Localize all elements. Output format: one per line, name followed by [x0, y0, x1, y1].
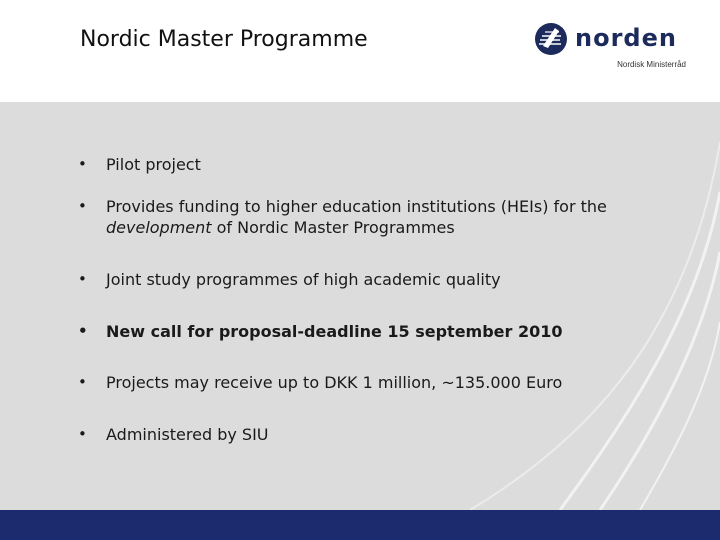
footer-bar — [0, 510, 720, 540]
bullet-item: • Administered by SIU — [78, 424, 698, 445]
slide-title: Nordic Master Programme — [80, 27, 368, 52]
bullet-item: • Projects may receive up to DKK 1 million, ~135.000 Euro — [78, 372, 698, 393]
norden-logo — [534, 22, 684, 72]
content-area — [0, 102, 720, 510]
slide-header — [0, 0, 720, 102]
bullet-item: • Pilot project — [78, 154, 698, 175]
logo-subtitle: Nordisk Ministerråd — [617, 60, 686, 69]
norden-swan-globe-icon — [534, 22, 568, 56]
bullet-emphasis: development — [106, 218, 212, 237]
norden-wordmark: norden — [575, 24, 677, 52]
bullet-text: of Nordic Master Programmes — [211, 218, 455, 237]
bullet-text: Provides funding to higher education institutions (HEIs) for the — [106, 197, 607, 216]
bullet-item: • Joint study programmes of high academic quality — [78, 269, 698, 290]
bullet-item — [78, 196, 698, 238]
bullet-item-highlight: • New call for proposal-deadline 15 september 2010 — [78, 321, 698, 342]
bullet-list — [78, 154, 698, 445]
